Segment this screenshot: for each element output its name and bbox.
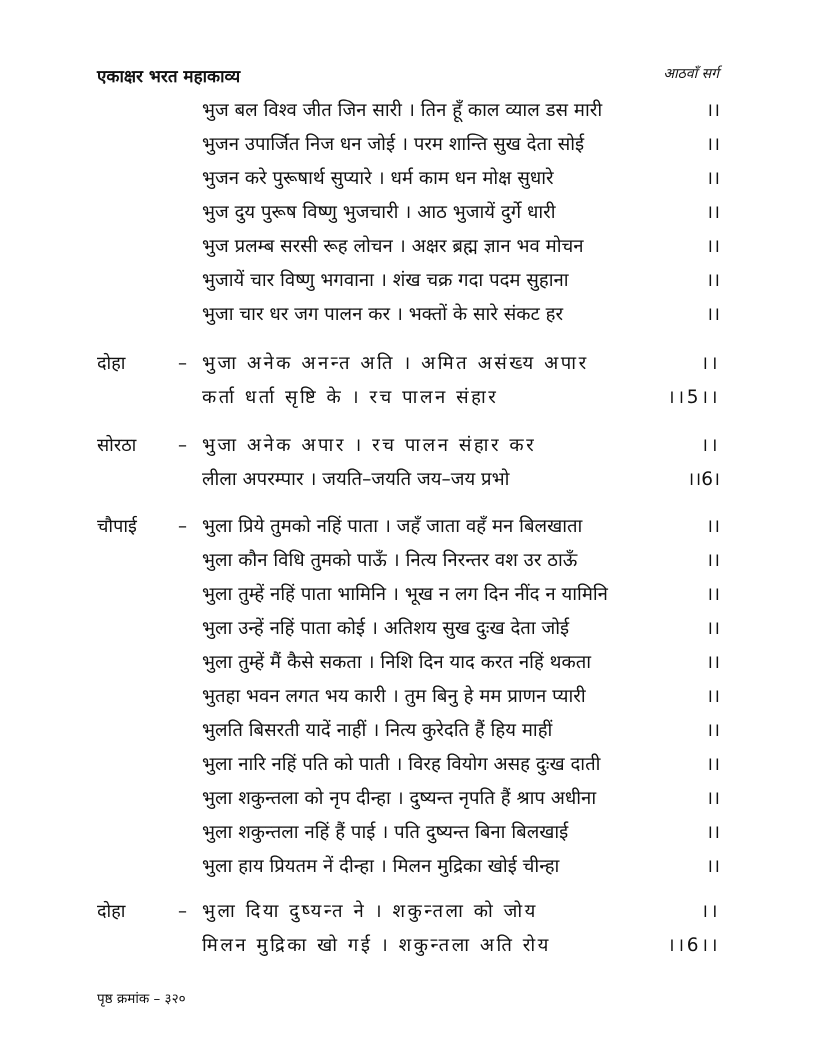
verse-line: भुजा अनेक अनन्त अति । अमित असंख्य अपार ।। (202, 353, 720, 374)
verse-line: भुला नारि नहिं पति को पाती । विरह वियोग असह दुःख दाती ।। (202, 754, 720, 775)
label-dash: – (178, 901, 187, 922)
verse-line: भुजा चार धर जग पालन कर । भक्तों के सारे संकट हर ।। (202, 304, 720, 325)
verse-line: भुला शकुन्तला नहिं हैं पाई । पति दुष्यन्त बिना बिलखाई ।। (202, 822, 720, 843)
book-title: एकाक्षर भरत महाकाव्य (97, 67, 241, 87)
verse-line: मिलन मुद्रिका खो गई । शकुन्तला अति रोय ।।6।। (202, 935, 720, 956)
verse-line: भुज दुय पुरूष विष्णु भुजचारी । आठ भुजायें दुर्गे धारी ।। (202, 202, 720, 223)
verse-line: भुला तुम्हें नहिं पाता भामिनि । भूख न लग दिन नींद न यामिनि ।। (202, 584, 720, 605)
verse-line: भुला तुम्हें मैं कैसे सकता । निशि दिन याद करत नहिं थकता ।। (202, 652, 720, 673)
page-number: पृष्ठ क्रमांक – ३२० (97, 991, 186, 1007)
verse-line: भुला दिया दुष्यन्त ने । शकुन्तला को जोय ।। (202, 901, 720, 922)
verse-form-label: चौपाई (97, 516, 137, 537)
verse-line: भुला शकुन्तला को नृप दीन्हा । दुष्यन्त नृपति हैं श्राप अधीना ।। (202, 788, 720, 809)
verse-form-label: दोहा (97, 901, 126, 922)
verse-line: भुज प्रलम्ब सरसी रूह लोचन । अक्षर ब्रह्म ज्ञान भव मोचन ।। (202, 236, 720, 257)
label-dash: – (178, 435, 187, 456)
verse-line: भुला उन्हें नहिं पाता कोई । अतिशय सुख दुःख देता जोई ।। (202, 618, 720, 639)
verse-line: भुजा अनेक अपार । रच पालन संहार कर ।। (202, 435, 720, 456)
label-dash: – (178, 516, 187, 537)
label-dash: – (178, 353, 187, 374)
verse-line: कर्ता धर्ता सृष्टि के । रच पालन संहार ।।5।। (202, 387, 720, 408)
verse-line: भुला प्रिये तुमको नहिं पाता । जहँ जाता वहँ मन बिलखाता ।। (202, 516, 720, 537)
verse-form-label: दोहा (97, 353, 126, 374)
verse-line: भुलति बिसरती यादें नाहीं । नित्य कुरेदति हैं हिय माहीं ।। (202, 720, 720, 741)
verse-line: भुजायें चार विष्णु भगवाना । शंख चक्र गदा पदम सुहाना ।। (202, 270, 720, 291)
verse-form-label: सोरठा (97, 435, 137, 456)
verse-line: भुला कौन विधि तुमको पाऊँ । नित्य निरन्तर वश उर ठाऊँ ।। (202, 550, 720, 571)
verse-line: भुजन करे पुरूषार्थ सुप्यारे । धर्म काम धन मोक्ष सुधारे ।। (202, 168, 720, 189)
verse-line: भुज बल विश्व जीत जिन सारी । तिन हूँ काल व्याल डस मारी ।। (202, 100, 720, 121)
verse-line: भुला हाय प्रियतम नें दीन्हा । मिलन मुद्रिका खोई चीन्हा ।। (202, 856, 720, 877)
verse-line: भुजन उपार्जित निज धन जोई । परम शान्ति सुख देता सोई ।। (202, 134, 720, 155)
verse-line: लीला अपरम्पार । जयति–जयति जय–जय प्रभो ।।6। (202, 469, 720, 490)
chapter-title: आठवाँ सर्ग (663, 66, 719, 82)
verse-line: भुतहा भवन लगत भय कारी । तुम बिनु हे मम प्राणन प्यारी ।। (202, 686, 720, 707)
